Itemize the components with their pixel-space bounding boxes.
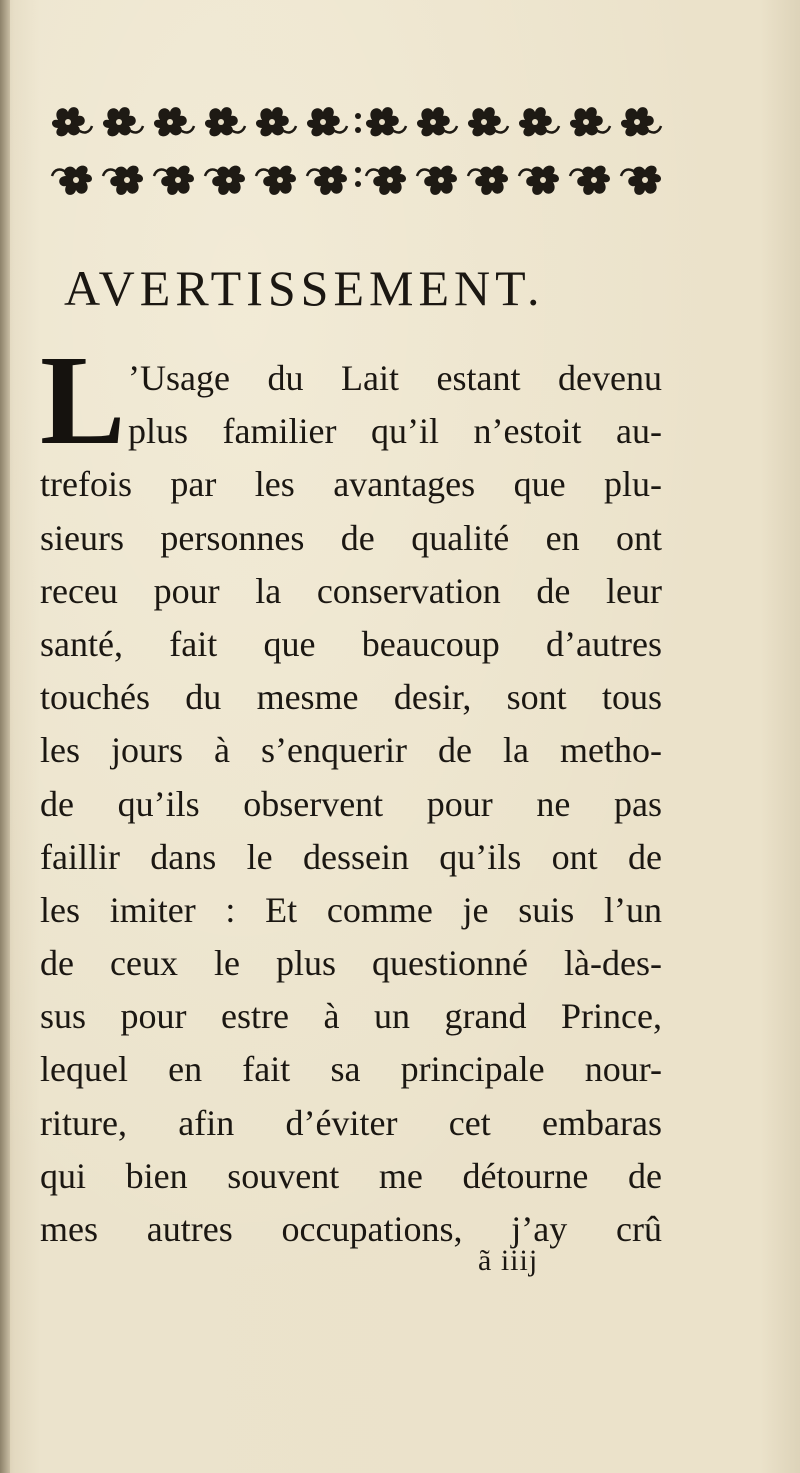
body-text <box>40 352 662 1256</box>
text-line: ’Usage du Lait estant devenu <box>128 358 662 398</box>
text-line: lequel en fait sa principale nour- <box>40 1049 662 1090</box>
colon-dot <box>355 127 361 133</box>
fleuron-icon <box>366 107 406 136</box>
fleuron-icon <box>366 166 406 195</box>
fleuron-icon <box>154 166 194 195</box>
fleuron-icon <box>519 107 559 136</box>
page-title: AVERTISSEMENT. <box>64 260 545 316</box>
text-line: touchés du mesme desir, sont tous <box>40 677 662 718</box>
signature-mark: ã iiij <box>478 1244 539 1277</box>
text-line: riture, afin d’éviter cet embaras <box>40 1102 662 1143</box>
fleuron-icon <box>621 107 661 136</box>
fleuron-icon <box>205 107 245 136</box>
text-line: faillir dans le dessein qu’ils ont de <box>40 836 662 877</box>
text-line: santé, fait que beaucoup d’autres <box>40 623 662 664</box>
drop-cap: L <box>40 329 126 471</box>
fleuron-icon <box>205 166 245 195</box>
fleuron-icon <box>468 166 508 195</box>
fleuron-icon <box>307 107 347 136</box>
text-line: sieurs personnes de qualité en ont <box>40 517 662 558</box>
fleuron-icon <box>256 166 296 195</box>
text-line: receu pour la conservation de leur <box>40 570 662 611</box>
text-line: sus pour estre à un grand Prince, <box>40 996 662 1037</box>
fleuron-icon <box>570 166 610 195</box>
colon-dot <box>355 181 361 187</box>
fleuron-icon <box>570 107 610 136</box>
fleuron-icon <box>468 107 508 136</box>
fleuron-icon <box>256 107 296 136</box>
text-line: les jours à s’enquerir de la metho- <box>40 730 662 771</box>
colon-dot <box>355 167 361 173</box>
fleuron-border-icon <box>50 98 670 208</box>
fleuron-icon <box>621 166 661 195</box>
fleuron-icon <box>103 107 143 136</box>
fleuron-icon <box>103 166 143 195</box>
fleuron-icon <box>154 107 194 136</box>
text-line: les imiter : Et comme je suis l’un <box>40 889 662 930</box>
fleuron-icon <box>52 107 92 136</box>
colon-dot <box>355 113 361 119</box>
page-gutter <box>0 0 10 1473</box>
text-line: de ceux le plus questionné là-des- <box>40 943 662 984</box>
fleuron-icon <box>417 107 457 136</box>
text-line: de qu’ils observent pour ne pas <box>40 783 662 824</box>
text-line: plus familier qu’il n’estoit au- <box>128 411 662 452</box>
fleuron-icon <box>52 166 92 195</box>
text-line: trefois par les avantages que plu- <box>40 464 662 505</box>
fleuron-icon <box>417 166 457 195</box>
text-line: mes autres occupations, j’ay crû <box>40 1209 662 1249</box>
fleuron-icon <box>307 166 347 195</box>
fleuron-icon <box>519 166 559 195</box>
text-line: qui bien souvent me détourne de <box>40 1155 662 1196</box>
